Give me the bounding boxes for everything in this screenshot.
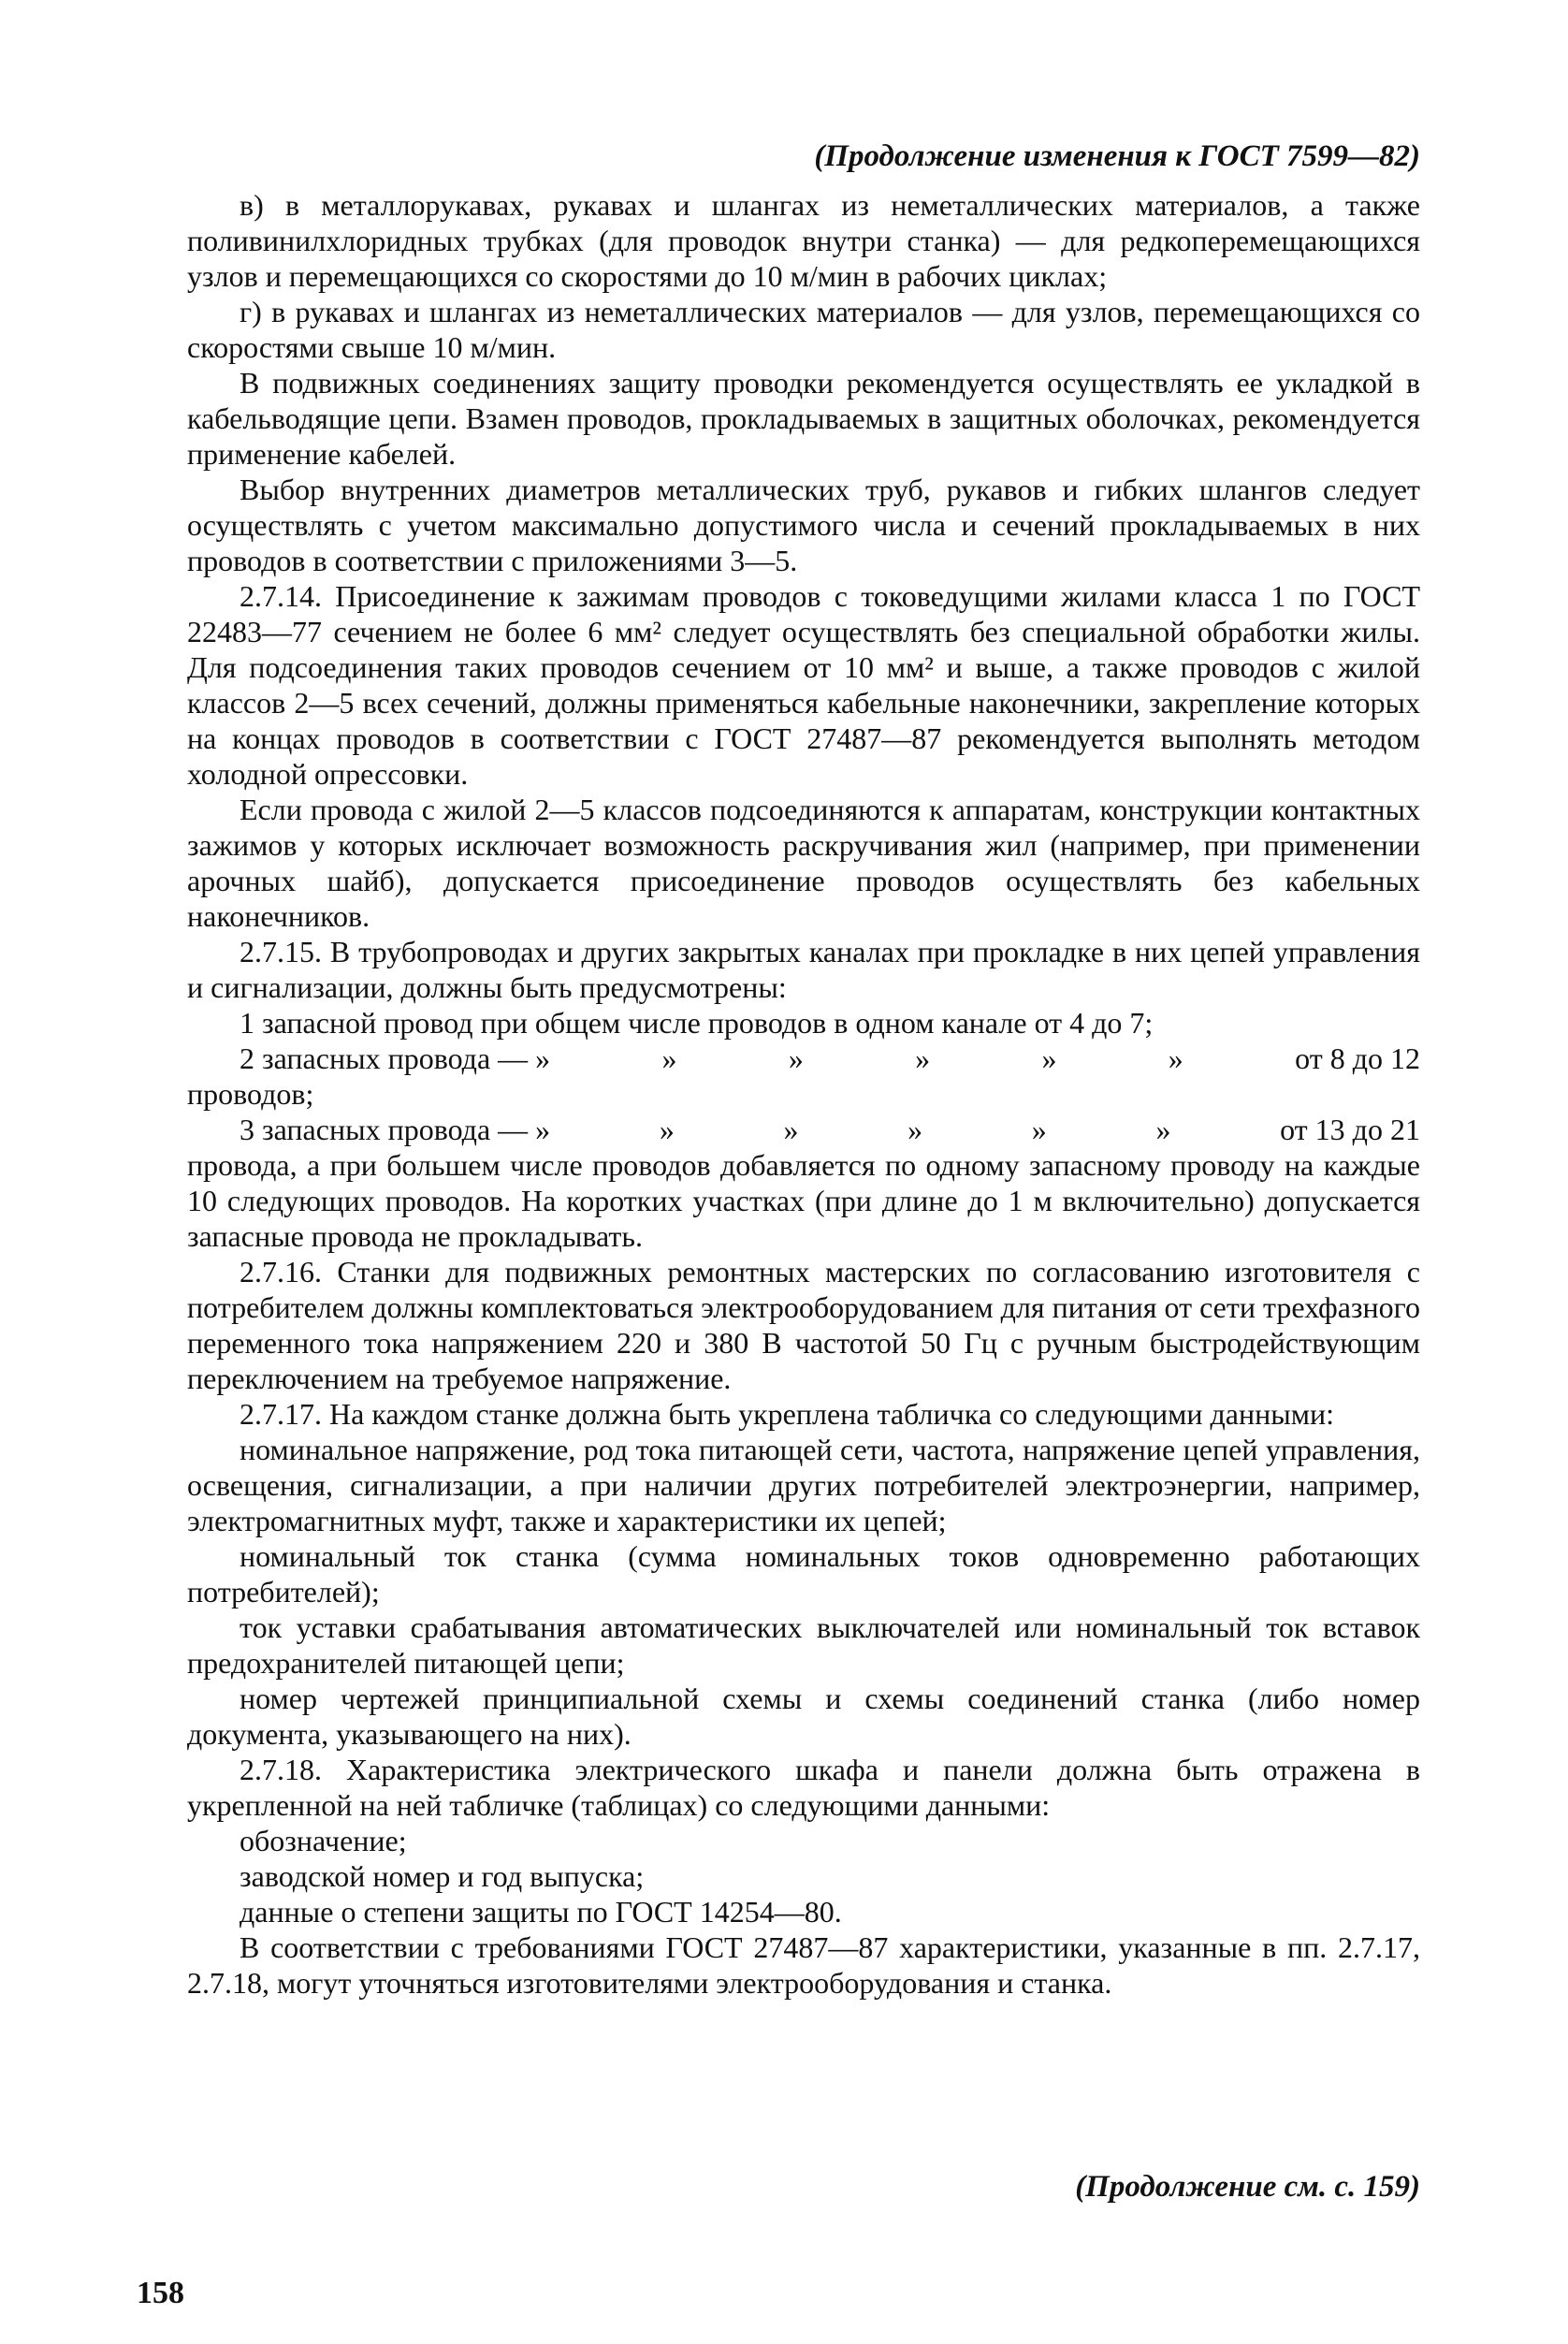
spare-3-tail: провода, а при большем числе проводов добавляется по одному запасному проводу на каждые 10 следующих проводов. На коротких участках (при длине до 1 м включительно) допускается запасные провода не прокладывать. bbox=[187, 1148, 1420, 1253]
paragraph: 2.7.16. Станки для подвижных ремонтных мастерских по согласованию изготовителя с потребителем должны комплектоваться электрооборудованием для питания от сети трехфазного переменного тока напряжением 220 и 380 В частотой 50 Гц с ручным быстродействующим переключением на требуемое напряжение. bbox=[187, 1255, 1420, 1395]
paragraph: 2.7.14. Присоединение к зажимам проводов с токоведущими жилами класса 1 по ГОСТ 22483—77 сечением не более 6 мм² следует осуществлять без специальной обработки жилы. Для подсоединения таких проводов сечением от 10 мм² и выше, а также проводов с жилой классов 2—5 всех сечений, должны применяться кабельные наконечники, закрепление которых на концах проводов в соответствии с ГОСТ 27487—87 рекомендуется выполнять методом холодной опрессовки. bbox=[187, 579, 1420, 791]
ditto-mark: » bbox=[1041, 1041, 1057, 1075]
ditto-mark: » bbox=[1031, 1113, 1047, 1146]
paragraph: заводской номер и год выпуска; bbox=[240, 1859, 645, 1893]
ditto-mark: » bbox=[915, 1041, 931, 1075]
spare-row-3 bbox=[187, 1112, 1420, 1147]
ditto-mark: » bbox=[907, 1113, 923, 1146]
page-number: 158 bbox=[137, 2276, 184, 2310]
continuation-footer: (Продолжение см. с. 159) bbox=[1075, 2170, 1420, 2204]
body-text bbox=[187, 187, 1420, 2001]
paragraph: ток уставки срабатывания автоматических выключателей или номинальный ток вставок предохранителей питающей цепи; bbox=[187, 1610, 1420, 1680]
spare-wires-2 bbox=[187, 1041, 1420, 1112]
spare-3-range: от 13 до 21 bbox=[1280, 1113, 1420, 1146]
ditto-mark: » bbox=[661, 1041, 677, 1075]
continuation-header: (Продолжение изменения к ГОСТ 7599—82) bbox=[814, 139, 1420, 173]
paragraph: обозначение; bbox=[240, 1824, 407, 1857]
paragraph: Выбор внутренних диаметров металлических труб, рукавов и гибких шлангов следует осуществлять с учетом максимально допустимого числа и сечений прокладываемых в них проводов в соответствии с приложениями 3—5. bbox=[187, 473, 1420, 577]
paragraph: в) в металлорукавах, рукавах и шлангах из неметаллических материалов, а также поливинилхлоридных трубках (для проводок внутри станка) — для редкоперемещающихся узлов и перемещающихся со скоростями до 10 м/мин в рабочих циклах; bbox=[187, 188, 1420, 293]
paragraph: г) в рукавах и шлангах из неметаллических материалов — для узлов, перемещающихся со скоростями свыше 10 м/мин. bbox=[187, 295, 1420, 364]
paragraph: 2.7.17. На каждом станке должна быть укреплена табличка со следующими данными: bbox=[240, 1397, 1334, 1431]
paragraph-group-2 bbox=[187, 1254, 1420, 2001]
ditto-mark: » bbox=[1168, 1041, 1183, 1075]
paragraph: В подвижных соединениях защиту проводки рекомендуется осуществлять ее укладкой в кабельводящие цепи. Взамен проводов, прокладываемых в защитных оболочках, рекомендуется применение кабелей. bbox=[187, 366, 1420, 471]
paragraph: номер чертежей принципиальной схемы и схемы соединений станка (либо номер документа, указывающего на них). bbox=[187, 1682, 1420, 1751]
paragraph: В соответствии с требованиями ГОСТ 27487—87 характеристики, указанные в пп. 2.7.17, 2.7.18, могут уточняться изготовителями электрооборудования и станка. bbox=[187, 1930, 1420, 2000]
ditto-mark: » bbox=[1155, 1113, 1171, 1146]
paragraph: номинальное напряжение, род тока питающей сети, частота, напряжение цепей управления, освещения, сигнализации, а при наличии других потребителей электроэнергии, например, электромагнитных муфт, также и характеристики их цепей; bbox=[187, 1433, 1420, 1537]
spare-3-cell: 3 запасных провода — » bbox=[240, 1113, 551, 1146]
spare-2-tail: проводов; bbox=[187, 1077, 314, 1111]
paragraph: номинальный ток станка (сумма номинальных токов одновременно работающих потребителей); bbox=[187, 1539, 1420, 1609]
paragraph: 2.7.18. Характеристика электрического шкафа и панели должна быть отражена в укрепленной на ней табличке (таблицах) со следующими данными: bbox=[187, 1753, 1420, 1822]
ditto-mark: » bbox=[783, 1113, 799, 1146]
spare-2-range: от 8 до 12 bbox=[1295, 1041, 1420, 1075]
spare-2-cell: 2 запасных провода — » bbox=[240, 1041, 551, 1075]
paragraph: Если провода с жилой 2—5 классов подсоединяются к аппаратам, конструкции контактных зажимов у которых исключает возможность раскручивания жил (например, при применении арочных шайб), допускается присоединение проводов осуществлять без кабельных наконечников. bbox=[187, 793, 1420, 933]
paragraph-group-1 bbox=[187, 187, 1420, 1041]
ditto-mark: » bbox=[788, 1041, 804, 1075]
spare-wires-3 bbox=[187, 1112, 1420, 1254]
ditto-mark: » bbox=[659, 1113, 675, 1146]
paragraph: 2.7.15. В трубопроводах и других закрытых каналах при прокладке в них цепей управления и сигнализации, должны быть предусмотрены: bbox=[187, 935, 1420, 1004]
paragraph: данные о степени защиты по ГОСТ 14254—80. bbox=[240, 1895, 842, 1929]
spare-row-2 bbox=[187, 1041, 1420, 1076]
paragraph: 1 запасной провод при общем числе проводов в одном канале от 4 до 7; bbox=[240, 1006, 1154, 1040]
